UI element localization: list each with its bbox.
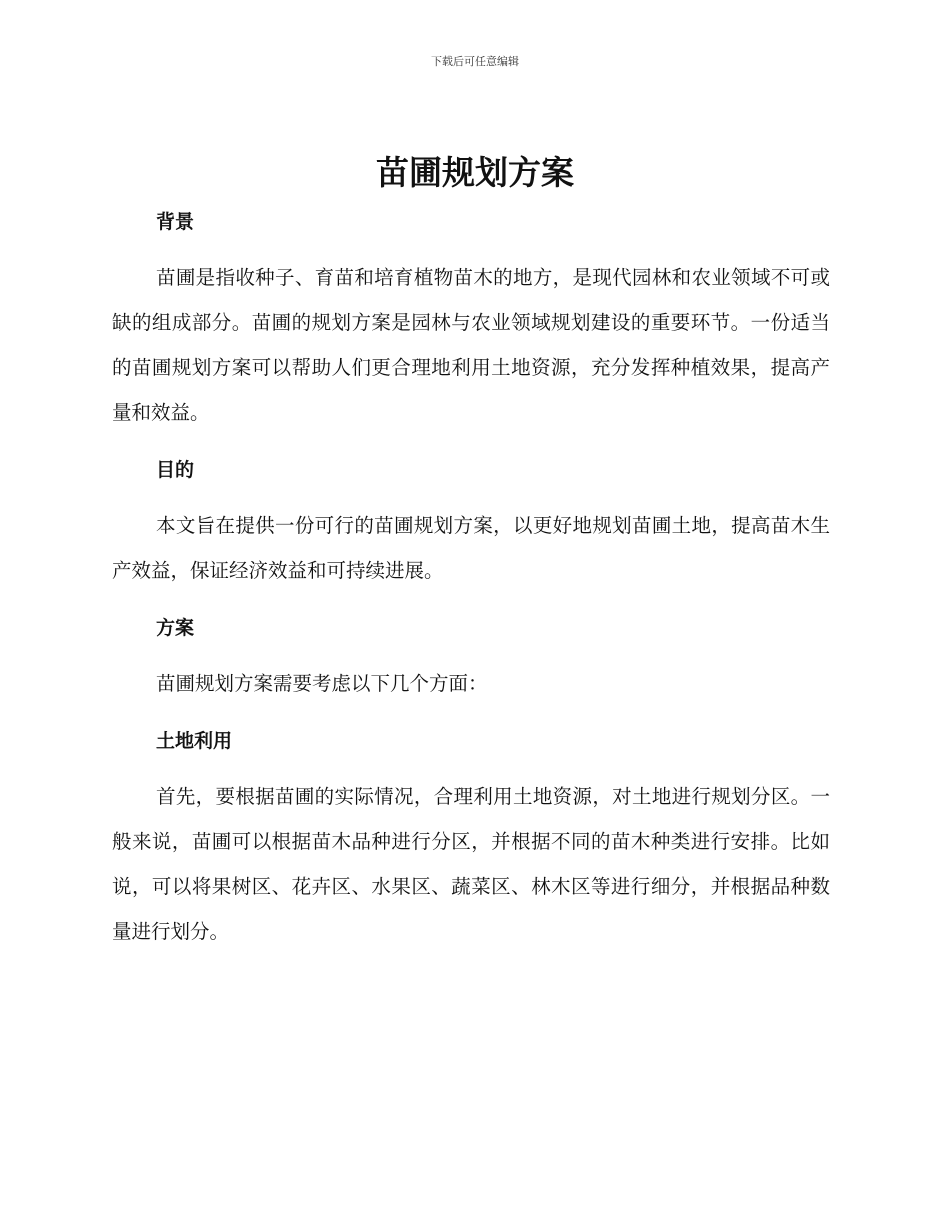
section-paragraph-background: 苗圃是指收种子、育苗和培育植物苗木的地方，是现代园林和农业领域不可或缺的组成部分。苗圃的规划方案是园林与农业领域规划建设的重要环节。一份适当的苗圃规划方案可以帮助人们更合理地利用土地资源，充分发挥种植效果，提高产量和效益。 [112, 266, 830, 424]
section-heading-background: 背景 [156, 211, 195, 233]
section-plan [112, 606, 830, 706]
document-title: 苗圃规划方案 [376, 153, 574, 192]
section-land-use [112, 719, 830, 954]
section-heading-purpose: 目的 [156, 459, 195, 481]
section-heading-land-use: 土地利用 [156, 730, 233, 752]
section-purpose [112, 448, 830, 593]
section-heading-plan: 方案 [156, 617, 195, 639]
section-paragraph-purpose: 本文旨在提供一份可行的苗圃规划方案，以更好地规划苗圃土地，提高苗木生产效益，保证经济效益和可持续进展。 [112, 514, 830, 582]
section-paragraph-land-use: 首先，要根据苗圃的实际情况，合理利用土地资源，对土地进行规划分区。一般来说，苗圃可以根据苗木品种进行分区，并根据不同的苗木种类进行安排。比如说，可以将果树区、花卉区、水果区、蔬菜区、林木区等进行细分，并根据品种数量进行划分。 [112, 785, 830, 943]
document-body [112, 200, 830, 954]
section-background [112, 200, 830, 435]
section-paragraph-plan: 苗圃规划方案需要考虑以下几个方面： [156, 672, 488, 695]
page-header-note: 下载后可任意编辑 [431, 55, 519, 68]
